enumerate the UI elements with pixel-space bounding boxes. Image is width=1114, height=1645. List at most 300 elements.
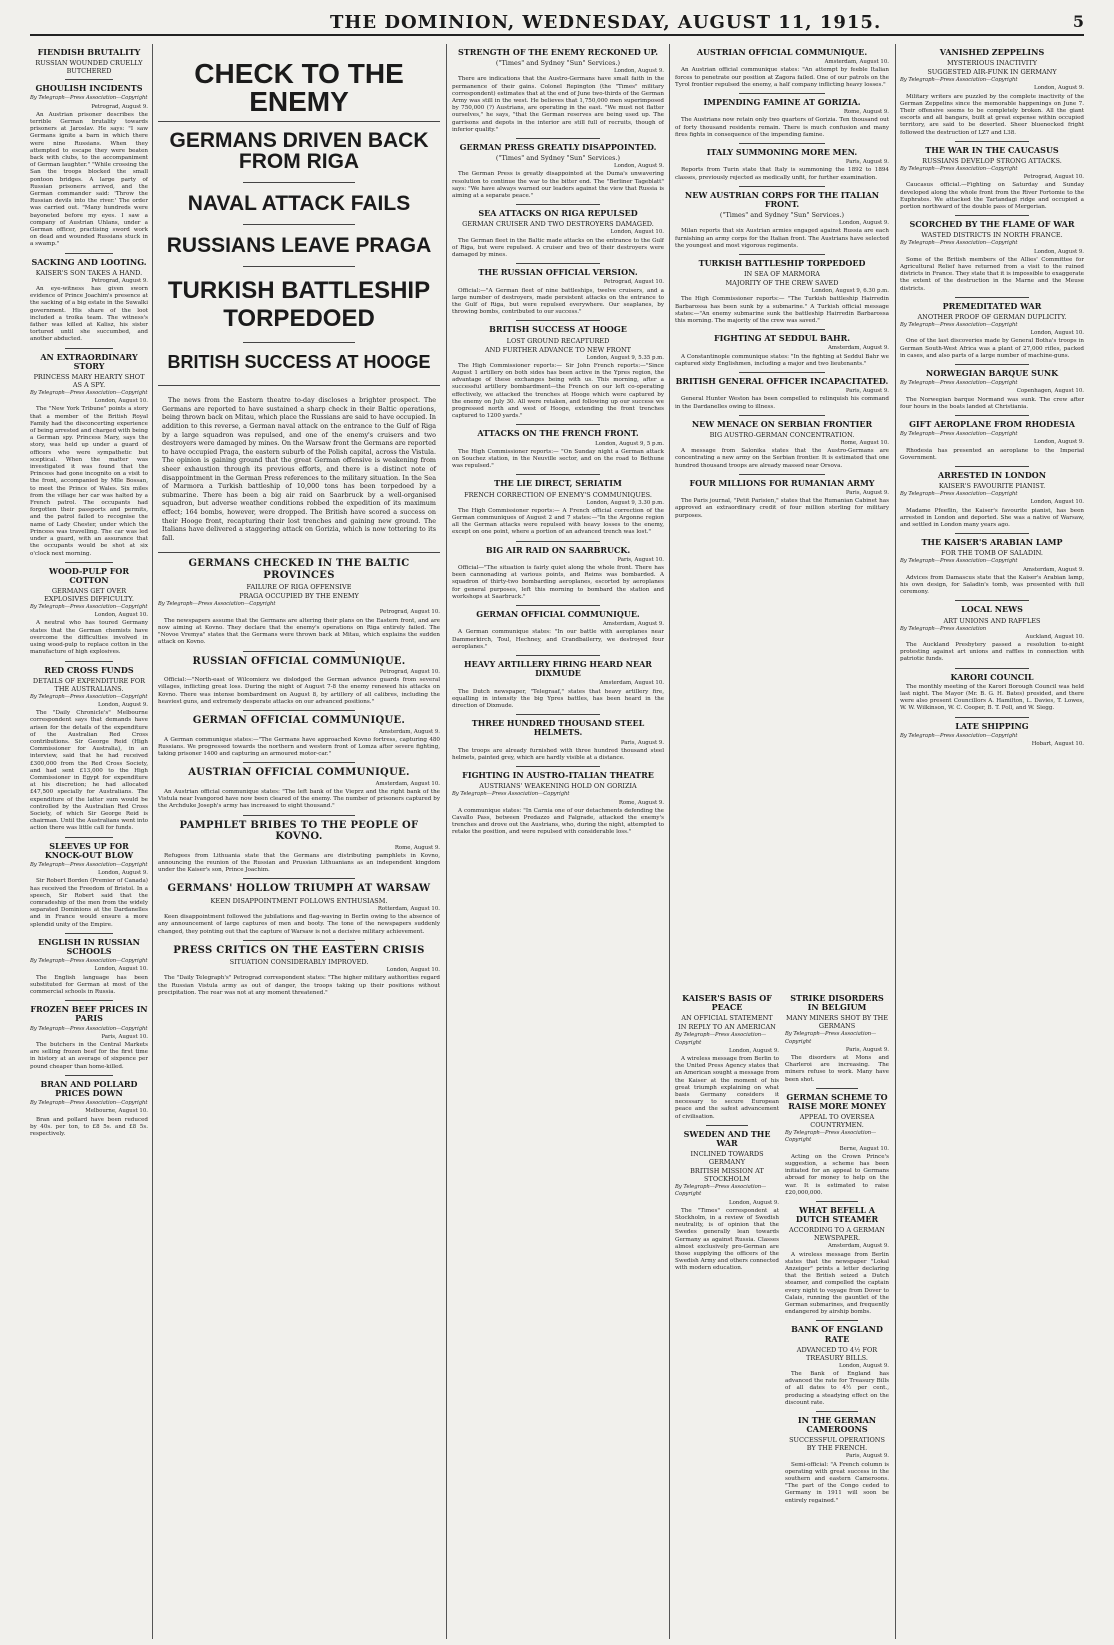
article-headline: FROZEN BEEF PRICES IN PARIS	[30, 1004, 148, 1024]
column-rule	[669, 44, 670, 1639]
column-4b	[675, 990, 779, 1639]
article-dateline: London, August 10.	[94, 612, 148, 619]
article-byline: By Telegraph—Press Association—Copyright	[785, 1130, 877, 1144]
article-body: The newspapers assume that the Germans are altering their plans on the Eastern front, and are now aiming at Kovno. They declare that the enemy's operations on Riga entirely failed. The "Novoe Vremya" states that the Germans were thrown back at Mitau, which explains the sudden attack on Kovno.	[158, 617, 440, 646]
article	[158, 715, 440, 758]
article	[30, 1080, 148, 1138]
article-divider	[516, 474, 601, 475]
article-body: The disorders at Mons and Charleroi are increasing. The miners refuse to work. Many have been shot.	[785, 1054, 889, 1083]
article-body: A German communique states:—"The Germans have approached Kovno fortress, capturing 480 Russians. We progressed towards the northern and western front of Lomza after severe fighting, taking prisoner 1400 and capturing an armoured motor-car."	[158, 736, 440, 758]
article	[158, 820, 440, 875]
article-dateline: Petrograd, August 10.	[603, 279, 664, 286]
article-subheading: MYSTERIOUS INACTIVITY	[947, 59, 1037, 68]
article	[900, 471, 1084, 529]
article-dateline: Rome, August 9.	[618, 799, 664, 806]
article-headline: RUSSIAN OFFICIAL COMMUNIQUE.	[192, 655, 406, 667]
article-dateline: London, August 9.	[1034, 248, 1084, 255]
article-dateline: London, August 9.	[1034, 85, 1084, 92]
article-dateline: Amsterdam, August 9.	[603, 621, 664, 628]
article-divider	[739, 143, 825, 144]
article-divider	[739, 415, 825, 416]
column-1	[30, 44, 148, 1639]
article-body: A communique states: "In Carnia one of our detachments defending the Cavallo Pass, between Predazzo and Falgrade, attacked the enemy's trenches and drove out the Austrians, who, during the night, attempted to retake the position, and were repulsed with considerable loss."	[452, 807, 664, 836]
article-headline: ENGLISH IN RUSSIAN SCHOOLS	[38, 936, 140, 956]
article-dateline: London, August 9.	[98, 870, 148, 877]
article-body: Advices from Damascus state that the Kaiser's Arabian lamp, his own design, for Saladin's tomb, was presented with full ceremony.	[900, 574, 1084, 596]
article-headline: AUSTRIAN OFFICIAL COMMUNIQUE.	[188, 767, 410, 779]
article	[900, 48, 1084, 137]
article-headline: FIGHTING AT SEDDUL BAHR.	[713, 333, 851, 344]
article	[675, 191, 889, 250]
article-headline: FIENDISH BRUTALITY	[37, 47, 141, 57]
article	[675, 259, 889, 325]
article-subheading: APPEAL TO OVERSEA COUNTRYMEN.	[799, 1113, 875, 1130]
article-dateline: Rome, August 9.	[843, 109, 889, 116]
article-dateline: London, August 9.	[839, 220, 889, 227]
article	[452, 479, 664, 536]
article-body: There are indications that the Austro-Germans have small faith in the permanence of their gains. Colonel Repington (the "Times" military correspondent) estimates that at the end of June two-thirds of the German Army was still in the west. He believes that 1,750,000 men superimposed by 750,000 (?) Austrians, are operating in the east. "We must not flatter ourselves," he says, "that the German reserves are being used up. The garrisons and depots in the interior are still full of recruits, though of inferior quality."	[452, 76, 664, 133]
article-subheading: KAISER'S FAVOURITE PIANIST.	[938, 482, 1046, 491]
article-byline: By Telegraph—Press Association—Copyright	[900, 77, 1018, 84]
article-divider	[516, 655, 601, 656]
article-dateline: London, August 10.	[1030, 330, 1084, 337]
article-headline: GERMAN OFFICIAL COMMUNIQUE.	[476, 609, 640, 620]
article-body: A Constantinople communique states: "In the fighting at Seddul Bahr we captured sixty Englishmen, including a major and two lieutenants."	[675, 353, 889, 367]
article-dateline: London, August 10.	[94, 966, 148, 973]
article-subheading: IN SEA OF MARMORA	[743, 270, 820, 279]
article-headline: STRENGTH OF THE ENEMY RECKONED UP.	[457, 47, 658, 57]
article-divider	[65, 933, 112, 934]
column-rule	[446, 44, 447, 1639]
article	[675, 994, 779, 1121]
article	[452, 268, 664, 316]
article-dateline: London, August 9, 5 p.m.	[595, 440, 664, 447]
article-divider	[65, 79, 112, 80]
article-byline: By Telegraph—Press Association—Copyright	[30, 390, 148, 397]
article-headline: GERMANS' HOLLOW TRIUMPH AT WARSAW	[167, 883, 431, 895]
article	[452, 719, 664, 762]
article-headline: PAMPHLET BRIBES TO THE PEOPLE OF KOVNO.	[179, 819, 419, 843]
article-divider	[65, 562, 112, 563]
article-divider	[516, 424, 601, 425]
article-headline: IN THE GERMAN CAMEROONS	[797, 1415, 877, 1435]
article-dateline: London, August 10.	[386, 967, 440, 974]
article-body: Official—"The situation is fairly quiet along the whole front. There has been cannonading at various points, and Reims was bombarded. A squadron of thirty-two bombarding aeroplanes, escorted by aeroplanes for general purposes, left this morning to bombard the station and workshops at Saarbruck."	[452, 565, 664, 600]
main-headline: CHECK TO THE ENEMY	[194, 58, 404, 117]
article-subheading: MANY MINERS SHOT BY THE GERMANS	[785, 1014, 889, 1031]
article-subheading: FOR THE TOMB OF SALADIN.	[941, 549, 1043, 558]
article-dateline: London, August 9, 6.30 p.m.	[811, 288, 889, 295]
article	[675, 377, 889, 411]
article	[785, 1093, 889, 1197]
article-divider	[955, 297, 1029, 298]
article-dateline: Amsterdam, August 9.	[828, 345, 889, 352]
article-headline: FIGHTING IN AUSTRO-ITALIAN THEATRE	[462, 770, 654, 781]
article-body: Rhodesia has presented an aeroplane to the Imperial Government.	[900, 447, 1084, 461]
article-body: The High Commissioner reports:— A French official correction of the German communiques of August 2 and 7 states:—"In the Argonne region all the German attacks were repulsed with heavy losses to the enemy, except on one point, where a portion of an advanced trench was lost."	[452, 507, 664, 536]
article-body: Sir Robert Borden (Premier of Canada) has received the Freedom of Bristol. In a speech, Sir Robert said that the comradeship of the men from the widely separated Dominions at the Dardanelles and in France would ensure a more splendid unity of the Empire.	[30, 878, 148, 928]
article	[158, 883, 440, 935]
article-body: An Austrian official communique states: "An attempt by feeble Italian forces to penetrate our position at Zagora failed. One of our patrols on the Tyrol frontier repulsed the enemy, a half company inflicting heavy losses."	[675, 67, 889, 88]
article-body: The Austrians now retain only two quarters of Gorizia. Ten thousand out of forty thousand residents remain. There is much confusion and many fires fights in consequence of the impending famine.	[675, 117, 889, 138]
article-headline: SACKING AND LOOTING.	[31, 256, 147, 267]
article-dateline: London, August 9.	[614, 68, 664, 75]
article-body: A wireless message from Berlin to the United Press Agency states that an American sought a message from the Kaiser at the moment of his great triumph explaining on what basis Germany considers it necessary to secure European peace and the safest advancement of civilisation.	[675, 1055, 779, 1120]
article-dateline: London, August 9.	[1034, 439, 1084, 446]
article-headline: SEA ATTACKS ON RIGA REPULSED	[478, 208, 638, 219]
article-body: A message from Salonika states that the Austro-Germans are concentrating a new army on the Serbian frontier. It is estimated that one hundred thousand troops are already massed near Orsova.	[675, 448, 889, 469]
article-subheading: FRENCH CORRECTION OF ENEMY'S COMMUNIQUES.	[464, 490, 652, 499]
article-dateline: Paris, August 9.	[845, 1453, 889, 1460]
article-body: An Austrian official communique states: "The left bank of the Vieprz and the right bank of the Vistula near Ivangorod have now been cleared of the enemy. The number of prisoners captured by the Archduke Joseph's army has increased to eight thousand."	[158, 789, 440, 810]
article-divider	[739, 329, 825, 330]
article-body: Some of the British members of the Allies' Committee for Agricultural Relief have returned from a visit to the ruined districts in France. They state that it is impossible to exaggerate the extent of the destruction in the Marne and the Meuse districts.	[900, 256, 1084, 292]
article-body: Reports from Turin state that Italy is summoning the 1892 to 1894 classes, previously rejected as medically unfit, for further examination.	[675, 167, 889, 181]
article-dateline: Hobart, August 10.	[1031, 741, 1084, 748]
article-body: The High Commissioner reports:— "The Turkish battleship Hairredin Barbarossa has been sunk by a submarine." A Turkish official message states:—"An enemy submarine sunk the battleship Hairredin Barbarossa this morning. The majority of the crew was saved."	[675, 296, 889, 324]
article-subheading: WASTED DISTRICTS IN NORTH FRANCE.	[921, 231, 1063, 240]
article-dateline: Petrograd, August 10.	[379, 609, 440, 616]
article-divider	[65, 1075, 112, 1076]
article-body: The "New York Tribune" points a story that a member of the British Royal Family had the disconcerting experience of being arrested and charged with being a German spy. Princess Mary, says the story, was held up under a guard of officers who were sympathetic but sceptical. When the matter was investigated it was found that the Princess had gone incognito on a visit to the front, accompanied by Mlle Bossan, to meet the Prince of Wales. Six miles from the village her car was halted by a French patrol. The occupants had forgotten their passports and permits, and the patrol failed to recognise the name of Lady Chester, under which the Princess was travelling. The car was led under a guard, with an assurance that the occupants would be shot at six o'clock next morning.	[30, 406, 148, 557]
article-byline: By Telegraph—Press Association—Copyright	[900, 431, 1018, 438]
article-subheading: LOST GROUND RECAPTURED	[506, 336, 610, 345]
article-headline: GERMANS CHECKED IN THE BALTIC PROVINCES	[188, 558, 410, 581]
article-dateline: Amsterdam, August 9.	[1023, 566, 1084, 573]
article-divider	[243, 710, 356, 711]
article-dateline: Paris, August 9.	[845, 159, 889, 166]
article	[675, 98, 889, 139]
article-subheading: DETAILS OF EXPENDITURE FOR THE AUSTRALIANS.	[32, 676, 146, 693]
article-headline: THE KAISER'S ARABIAN LAMP	[921, 537, 1063, 548]
article-divider	[739, 372, 825, 373]
article-byline: By Telegraph—Press Association—Copyright	[30, 95, 148, 102]
article	[900, 220, 1084, 293]
article	[158, 945, 440, 997]
article	[675, 148, 889, 182]
article-divider	[516, 320, 601, 321]
article-headline: ITALY SUMMONING MORE MEN.	[706, 147, 858, 157]
article-headline: NEW MENACE ON SERBIAN FRONTIER	[691, 418, 873, 429]
article	[452, 429, 664, 470]
lead-paragraph: The news from the Eastern theatre to-day discloses a brighter prospect. The Germans are reported to have sustained a sharp check in their Baltic operations, being thrown back on Mitau, which place the Russians are said to have occupied. In addition to this reverse, a German naval attack on the entrance to the Gulf of Riga by a large squadron was repulsed, and one of the enemy's cruisers and two destroyers were damaged by mines. On the Warsaw front the Germans are reported to have occupied Praga, the eastern suburb of the Polish capital, across the Vistula. The opinion is gaining ground that the great German offensive is weakening from sheer exhaustion through its previous efforts, and there is a distinct note of disappointment in the German Press references to the military situation. In the Sea of Marmora a Turkish battleship of 10,000 tons has been torpedoed by a submarine. There has been a big air raid on Saarbruck by a well-organised squadron, but adverse weather conditions robbed the expedition of its maximum effect; 164 bombs, however, were dropped. The British have scored a success on their Hooge front, recapturing their lost trenches and gaining new ground. The Italians have delivered a staggering attack on Gorizia, which is now tottering to its fall.	[162, 396, 436, 542]
article-dateline: Amsterdam, August 10.	[375, 780, 440, 787]
article-subheading: INCLINED TOWARDS GERMANY	[690, 1150, 764, 1167]
article	[158, 656, 440, 707]
article-divider	[516, 204, 601, 205]
article-body: Military writers are puzzled by the complete inactivity of the German Zeppelins since the memorable happenings on June 7. Their offensive seems to be completely broken. All the giant escorts and all bangars, built at great expense within occupied territory, are said to be deserted. Sheer bluenecked fright followed the destruction of LZ7 and L38.	[900, 93, 1084, 136]
article-divider	[516, 766, 601, 767]
headline-naval: NAVAL ATTACK FAILS	[187, 192, 411, 215]
article	[785, 994, 889, 1084]
article-headline: THE RUSSIAN OFFICIAL VERSION.	[478, 267, 638, 278]
article-divider	[955, 215, 1029, 216]
article-divider	[739, 474, 825, 475]
article-byline: By Telegraph—Press Association—Copyright	[785, 1031, 877, 1045]
article	[675, 48, 889, 89]
headline-riga: GERMANS DRIVEN BACK FROM RIGA	[169, 129, 429, 173]
article-headline: NEW AUSTRIAN CORPS FOR THE ITALIAN FRONT.	[684, 189, 880, 209]
article-body: The Bank of England has advanced the rate for Treasury Bills of all dates to 4½ per cent., producing a steadying effect on the discount rate.	[785, 1370, 889, 1406]
article-headline: BIG AIR RAID ON SAARBRUCK.	[485, 544, 631, 555]
article-body: The High Commissioner reports:— Sir John French reports:—"Since August 1 artillery on both sides has been active in the Ypres region, the advantage of these exchanges being with us. This morning, after a successful artillery bombardment—the French on our left co-operating effectively, we attacked the trenches at Hooge which were captured by the enemy on July 30. All were retaken, and following up our success we progressed north and west of Hooge, extending the front trenches captured to 1200 yards."	[452, 362, 664, 420]
article-body: Semi-official: "A French column is operating with great success in the southern and eastern Cameroons. "The part of the Congo ceded to Germany in 1911 will soon be entirely regained."	[785, 1461, 889, 1504]
article-dateline: London, August 10.	[1030, 499, 1084, 506]
article-divider	[739, 186, 825, 187]
article	[452, 660, 664, 710]
article-headline: BRAN AND POLLARD PRICES DOWN	[40, 1078, 138, 1098]
article-divider	[516, 714, 601, 715]
article-headline: ATTACKS ON THE FRENCH FRONT.	[477, 428, 639, 439]
article	[452, 325, 664, 420]
article-headline: VANISHED ZEPPELINS	[939, 47, 1045, 57]
article-divider	[955, 141, 1029, 142]
article	[30, 48, 148, 75]
article-body: Milan reports that six Austrian armies engaged against Russia are each furnishing an army corps for the Italian front. The Austrians have selected the youngest and most vigorous regiments.	[675, 228, 889, 249]
article-dateline: Paris, August 9.	[845, 1046, 889, 1053]
article-subheading: AND FURTHER ADVANCE TO NEW FRONT	[484, 345, 631, 354]
article-body: An eye-witness has given sworn evidence of Prince Joachim's presence at the sacking of a big estate in the Suwalki government. His share of the loot included a troika team. The witness's father was killed at Kalisz, his sister tortured until she succumbed, and another abducted.	[30, 286, 148, 343]
headline-turkish: TURKISH BATTLESHIP TORPEDOED	[167, 277, 431, 332]
article-dateline: Copenhagen, August 10.	[1016, 388, 1084, 395]
article-byline: By Telegraph—Press Association—Copyright	[158, 601, 276, 608]
article	[30, 842, 148, 929]
article-headline: PREMEDITATED WAR	[942, 300, 1042, 311]
article-divider	[243, 762, 356, 763]
article-byline: By Telegraph—Press Association—Copyright	[900, 380, 1018, 387]
article-byline: By Telegraph—Press Association—Copyright	[30, 1100, 148, 1107]
article	[900, 369, 1084, 411]
article-body: Refugees from Lithuania state that the Germans are distributing pamphlets in Kovno, announcing the reunion of the Russian and Prussian Lithuanians as an independent kingdom under the Kaiser's son, Prince Joachim.	[158, 852, 440, 874]
article	[30, 666, 148, 833]
article-byline: By Telegraph—Press Association—Copyright	[675, 1184, 767, 1198]
article-dateline: Amsterdam, August 10.	[824, 59, 889, 66]
article-headline: BRITISH GENERAL OFFICER INCAPACITATED.	[675, 375, 889, 386]
article-body: The Auckland Presbytery passed a resolution to-night protesting against art unions and raffles in connection with patriotic funds.	[900, 642, 1084, 663]
article-body: Bran and pollard have been reduced by 40s. per ton, to £8 5s. and £8 5s. respectively.	[30, 1116, 148, 1137]
article-headline: STRIKE DISORDERS IN BELGIUM	[790, 993, 884, 1013]
article-body: The English language has been substituted for German at most of the commercial schools in Russia.	[30, 974, 148, 995]
article-subheading: GERMAN CRUISER AND TWO DESTROYERS DAMAGED.	[462, 220, 654, 229]
column-4	[675, 44, 889, 985]
article-subheading: SITUATION CONSIDERABLY IMPROVED.	[229, 958, 369, 967]
article-dateline: Paris, August 10.	[101, 1033, 148, 1040]
article-body: The butchers in the Central Markets are selling frozen beef for the first time in history at an average of sixpence per pound cheaper than home-killed.	[30, 1041, 148, 1070]
article-dateline: Paris, August 10.	[617, 556, 664, 563]
article-headline: GERMAN PRESS GREATLY DISAPPOINTED.	[459, 142, 657, 153]
article	[158, 767, 440, 810]
article	[900, 146, 1084, 211]
article-body: An Austrian prisoner describes the terrible German brutality towards prisoners at Jaroslav. He says: "I saw Germans ignite a barn in which there were nine Russians. When they attempted to escape they were beaten back with clubs, to the accompaniment of German laughter." "While crossing the San the troops blocked the small pontoon bridges. A large party of Russian prisoners arrived, and the German commander said: 'Throw the Russian devils into the river.' The order was carried out. "Many hundreds were bayoneted before my eyes. I saw a company of Austrian Uhlans, under a German officer, practising sword work on dead and wounded Russians stuck in a swamp."	[30, 111, 148, 248]
article-headline: KAISER'S BASIS OF PEACE	[682, 993, 772, 1013]
article-divider	[706, 1125, 748, 1126]
article-body: The German Press is greatly disappointed at the Duma's unwavering resolution to continue the war to the bitter end. The "Berliner Tageblatt" says: "We have always warned our leaders against the view that Russia is aiming at a separate peace."	[452, 171, 664, 200]
article-headline: HEAVY ARTILLERY FIRING HEARD NEAR DIXMUDE	[464, 659, 652, 679]
article-divider	[516, 138, 601, 139]
article-byline: By Telegraph—Press Association—Copyright	[30, 861, 148, 868]
article-dateline: London, August 9.	[614, 163, 664, 170]
article-body: The "Daily Chronicle's" Melbourne correspondent says that demands have arisen for the details of the expenditure of the Australian Red Cross contributions. Sir George Reid (High Commissioner for Australia), in an interview, said that he had received £300,000 from the Red Cross Society, and had sent £13,000 to the High Commissioner in Egypt for expenditure at his discretion; he had allocated £47,500 specially for Australians. The expenditure of the latter sum would be controlled by the Australian Red Cross Society, of which Sir George Reid is chairman. Until the Australians went into action there was little call for funds.	[30, 710, 148, 832]
article-subheading: AUSTRIANS' WEAKENING HOLD ON GORIZIA	[479, 782, 637, 791]
article-divider	[955, 364, 1029, 365]
article-divider	[65, 837, 112, 838]
article-dateline: Petrograd, August 10.	[379, 669, 440, 675]
article	[675, 1130, 779, 1273]
article	[30, 567, 148, 657]
article-dateline: Paris, August 9.	[845, 388, 889, 395]
article-subheading: ART UNIONS AND RAFFLES	[943, 616, 1041, 625]
article-dateline: London, August 9, 5.35 p.m.	[586, 354, 664, 361]
masthead-title: THE DOMINION, WEDNESDAY, AUGUST 11, 1915.	[330, 12, 882, 33]
article-byline: By Telegraph—Press Association—Copyright	[675, 1032, 767, 1046]
article-subheading: ANOTHER PROOF OF GERMAN DUPLICITY.	[917, 313, 1067, 322]
article-divider	[516, 541, 601, 542]
article-headline: THE WAR IN THE CAUCASUS	[925, 144, 1059, 155]
article-divider	[243, 940, 356, 941]
article-divider	[65, 661, 112, 662]
article-divider	[955, 717, 1029, 718]
article-dateline: London, August 10.	[610, 229, 664, 236]
article-body: The troops are already furnished with three hundred thousand steel helmets, painted grey, which are hardly visible at a distance.	[452, 747, 664, 762]
article-subheading: AN OFFICIAL STATEMENT	[681, 1014, 773, 1023]
article-headline: GERMAN OFFICIAL COMMUNIQUE.	[192, 715, 406, 727]
article-dateline: Berne, August 10.	[839, 1145, 889, 1152]
article-headline: THE LIE DIRECT, SERIATIM	[494, 478, 622, 489]
column-2	[158, 44, 440, 1639]
article-headline: RED CROSS FUNDS	[44, 664, 134, 675]
article-headline: GHOULISH INCIDENTS	[35, 83, 143, 94]
article-subheading: GERMANS GET OVER EXPLOSIVES DIFFICULTY.	[44, 587, 134, 604]
article-headline: BRITISH SUCCESS AT HOOGE	[489, 324, 627, 335]
article-dateline: Petrograd, August 10.	[1023, 174, 1084, 181]
article-subheading: SUGGESTED AIR-FUNK IN GERMANY	[927, 68, 1057, 77]
article-headline: THREE HUNDRED THOUSAND STEEL HELMETS.	[471, 718, 645, 738]
article-dateline: Rome, August 10.	[840, 439, 889, 446]
article	[30, 84, 148, 248]
article-headline: BANK OF ENGLAND RATE	[791, 1324, 883, 1344]
article-divider	[816, 1088, 858, 1089]
article-subheading: KEEN DISAPPOINTMENT FOLLOWS ENTHUSIASM.	[210, 896, 388, 905]
article-byline: By Telegraph—Press Association—Copyright	[900, 240, 1018, 247]
article-subheading: MAJORITY OF THE CREW SAVED	[725, 279, 839, 288]
article	[900, 605, 1084, 663]
article	[452, 771, 664, 836]
article-body: One of the last discoveries made by General Botha's troops in German South-West Africa was a plant of 27,000 rifles, packed in cases, and also parts of a large number of machine-guns.	[900, 338, 1084, 359]
article-divider	[955, 466, 1029, 467]
article-subheading: SUCCESSFUL OPERATIONS BY THE FRENCH.	[789, 1436, 885, 1453]
article-dateline: London, August 9.	[729, 1199, 779, 1206]
article-body: General Hunter Weston has been compelled to relinquish his command in the Dardanelles owing to illness.	[675, 396, 889, 410]
column-rule	[895, 44, 896, 1639]
article-divider	[816, 1411, 858, 1412]
article-byline: By Telegraph—Press Association—Copyright	[900, 732, 1018, 739]
article-headline: SWEDEN AND THE WAR	[683, 1128, 771, 1148]
article-byline: By Telegraph—Press Association—Copyright	[30, 604, 148, 611]
article-body: The Dutch newspaper, "Telegraaf," states that heavy artillery fire, equalling in intensity the big Ypres battles, has been heard in the direction of Dixmude.	[452, 688, 664, 710]
article-subheading: BRITISH MISSION AT STOCKHOLM	[690, 1167, 764, 1184]
article-headline: PRESS CRITICS ON THE EASTERN CRISIS	[173, 944, 425, 956]
article-subheading: BIG AUSTRO-GERMAN CONCENTRATION.	[709, 430, 855, 439]
article-subheading: ("Times" and Sydney "Sun" Services.)	[719, 211, 845, 220]
article-dateline: Amsterdam, August 9.	[828, 1243, 889, 1250]
article	[30, 1005, 148, 1071]
article-divider	[516, 605, 601, 606]
article-byline: By Telegraph—Press Association—Copyright	[30, 958, 148, 965]
article-body: The Norwegian barque Normand was sunk. The crew after four hours in the boats landed at Christiania.	[900, 396, 1084, 410]
article-dateline: London, August 9, 3.30 p.m.	[586, 499, 664, 506]
article-dateline: Petrograd, August 9.	[91, 103, 148, 110]
article-divider	[955, 533, 1029, 534]
article	[675, 334, 889, 368]
article-dateline: Paris, August 9.	[845, 489, 889, 496]
article-body: The German fleet in the Baltic made attacks on the entrance to the Gulf of Riga, but were repulsed. A cruiser and two of their destroyers were damaged by mines.	[452, 237, 664, 259]
article-subheading: RUSSIAN WOUNDED CRUELLY BUTCHERED	[35, 59, 143, 76]
column-6	[900, 44, 1084, 1639]
article-headline: TURKISH BATTLESHIP TORPEDOED	[698, 257, 866, 268]
article-divider	[816, 1320, 858, 1321]
article-headline: SLEEVES UP FOR KNOCK-OUT BLOW	[44, 840, 134, 860]
article-dateline: Amsterdam, August 10.	[599, 680, 664, 687]
article-byline: By Telegraph—Press Association—Copyright	[900, 322, 1018, 329]
masthead	[30, 10, 1084, 36]
article-headline: GIFT AEROPLANE FROM RHODESIA	[909, 419, 1075, 430]
article-dateline: London, August 10.	[94, 398, 148, 405]
article	[452, 546, 664, 601]
article-byline: By Telegraph—Press Association—Copyright	[452, 791, 570, 798]
headline-hooge: BRITISH SUCCESS AT HOOGE	[167, 352, 431, 373]
article-headline: AUSTRIAN OFFICIAL COMMUNIQUE.	[696, 47, 868, 57]
article-body: Caucasus official.—Fighting on Saturday and Sunday developed along the whole front from the River Fortomie to the Euphrates. We attacked the Tartandagi ridge and occupied a portion northward of the double pass of Mergerian.	[900, 182, 1084, 211]
article-body: The High Commissioner reports:— "On Sunday night a German attack on Souchez station, in the Neuville sector, and on the road to Bethune was repulsed."	[452, 448, 664, 470]
article-body: The "Times" correspondent at Stockholm, in a review of Swedish neutrality, is of opinion that the Swedes generally lean towards Germany as against Russia. Classes almost exclusively pro-German are those supplying the officers of the Swedish Army and others connected with modern education.	[675, 1207, 779, 1272]
article-body: Official:—"A German fleet of nine battleships, twelve cruisers, and a large number of destroyers, made persistent attacks on the entrance to the Gulf of Riga, but were repulsed everywhere. Our seaplanes, by throwing bombs, contributed to our success."	[452, 287, 664, 316]
article-divider	[243, 815, 356, 816]
article-dateline: Melbourne, August 10.	[85, 1108, 148, 1115]
article	[30, 938, 148, 996]
article-body: Madame Pfeeflin, the Kaiser's favourite pianist, has been arrested in London and deported. She was a native of Warsaw, and settled in London many years ago.	[900, 507, 1084, 529]
article-subheading: ACCORDING TO A GERMAN NEWSPAPER.	[789, 1226, 885, 1243]
article-dateline: Auckland, August 10.	[1025, 633, 1084, 640]
article	[158, 558, 440, 646]
column-rule	[152, 44, 153, 1639]
article-subheading: PRAGA OCCUPIED BY THE ENEMY	[239, 592, 359, 601]
article-divider	[816, 1201, 858, 1202]
article-dateline: London, August 9.	[729, 1047, 779, 1054]
article-body: The monthly meeting of the Karori Borough Council was held last night. The Mayor (Mr. B. G. H. Bates) presided, and there were also present Councillors A. Hamilton, L. Davies, T. Lowes, W. W. Wilkinson, W. C. Cooper, B. T. Poll, and W. Siegg.	[900, 683, 1084, 712]
article-headline: FOUR MILLIONS FOR RUMANIAN ARMY	[689, 477, 875, 488]
article-body: Keen disappointment followed the jubilations and flag-waving in Berlin owing to the absence of any announcement of large captures of men and booty. The tone of the newspapers suddenly changed, they pointing out that the capture of Warsaw is not a decisive military achievement.	[158, 914, 440, 935]
article-dateline: Petrograd, August 9.	[91, 277, 148, 284]
article-headline: AN EXTRAORDINARY STORY	[40, 351, 138, 371]
article-subheading: ("Times" and Sydney "Sun" Services.)	[495, 59, 621, 68]
article-headline: WHAT BEFELL A DUTCH STEAMER	[795, 1205, 879, 1225]
article-subheading: IN REPLY TO AN AMERICAN	[678, 1023, 776, 1032]
article-dateline: London, August 9.	[839, 1362, 889, 1369]
article-divider	[739, 254, 825, 255]
article-dateline: London, August 9.	[98, 701, 148, 708]
column-5	[785, 990, 889, 1639]
article	[30, 258, 148, 344]
article-headline: LATE SHIPPING	[955, 720, 1029, 731]
article-divider	[65, 1000, 112, 1001]
article-divider	[65, 348, 112, 349]
article	[785, 1325, 889, 1407]
article-subheading: FAILURE OF RIGA OFFENSIVE	[246, 583, 352, 592]
article	[900, 302, 1084, 360]
article-subheading: ADVANCED TO 4½ FOR TREASURY BILLS.	[796, 1345, 878, 1362]
article-divider	[65, 253, 112, 254]
article-divider	[516, 263, 601, 264]
